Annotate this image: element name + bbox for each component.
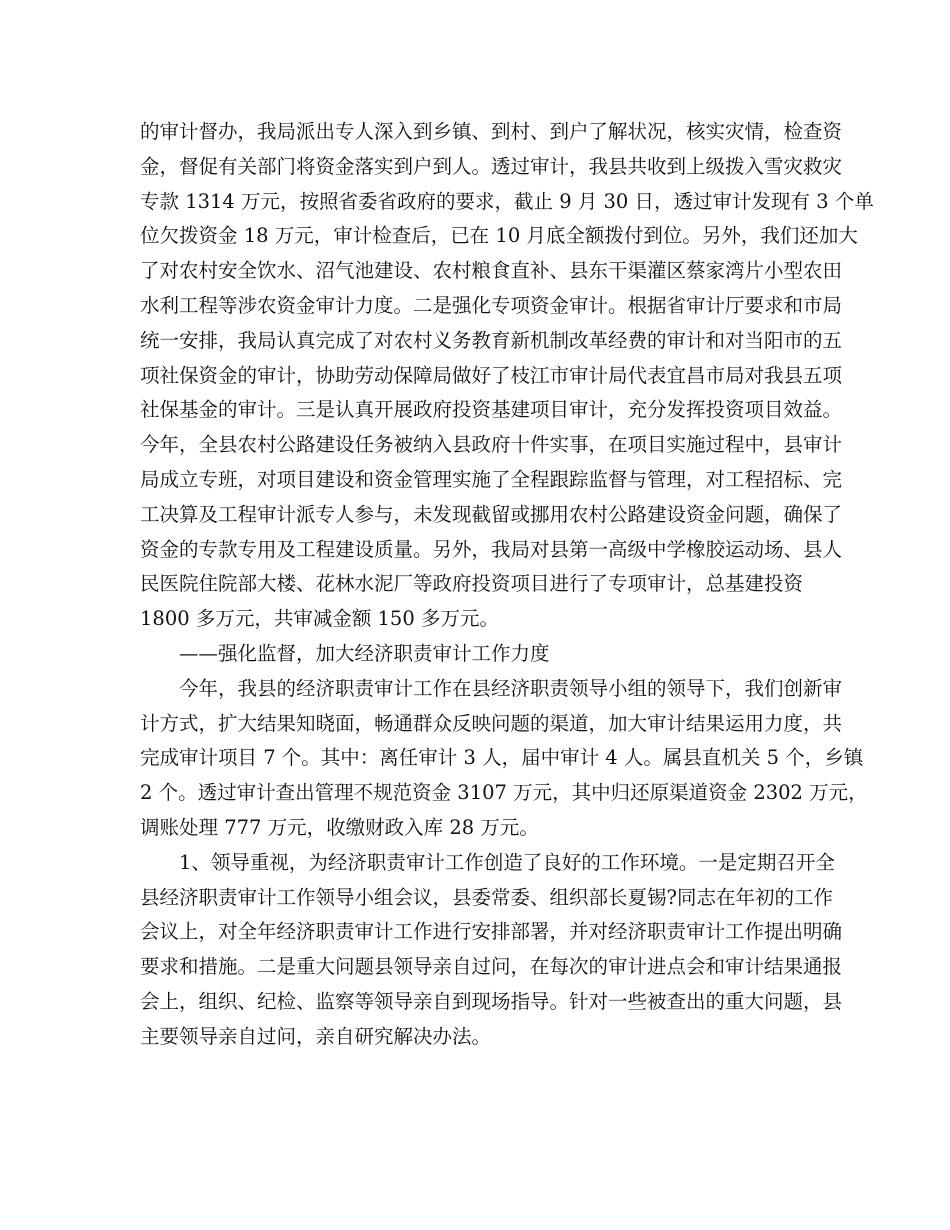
text-line: 位欠拨资金 18 万元，审计检查后，已在 10 月底全额拨付到位。另外，我们还加大: [140, 224, 858, 248]
body-text: [140, 115, 874, 1055]
text-line: 主要领导亲自过问，亲自研究解决办法。: [140, 1024, 492, 1048]
text-line: 水利工程等涉农资金审计力度。二是强化专项资金审计。根据省审计厅要求和市局: [140, 293, 843, 317]
text-line: 2 个。透过审计查出管理不规范资金 3107 万元，其中归还原渠道资金 2302 万元，: [140, 781, 868, 805]
text-line: 会议上，对全年经济职责审计工作进行安排部署，并对经济职责审计工作提出明确: [140, 920, 843, 944]
text-line: 局成立专班，对项目建设和资金管理实施了全程跟踪监督与管理，对工程招标、完: [140, 467, 843, 491]
text-line: 1800 多万元，共审减金额 150 多万元。: [140, 607, 499, 631]
text-line: 调账处理 777 万元，收缴财政入库 28 万元。: [140, 815, 539, 839]
text-line: 工决算及工程审计派专人参与，未发现截留或挪用农村公路建设资金问题，确保了: [140, 502, 843, 526]
text-line: 1、领导重视，为经济职责审计工作创造了良好的工作环境。一是定期召开全: [179, 850, 835, 874]
text-line: 项社保资金的审计，协助劳动保障局做好了枝江市审计局代表宜昌市局对我县五项: [140, 363, 843, 387]
text-line: 资金的专款专用及工程建设质量。另外，我局对县第一高级中学橡胶运动场、县人: [140, 537, 843, 561]
text-line: 要求和措施。二是重大问题县领导亲自过问，在每次的审计进点会和审计结果通报: [140, 955, 843, 979]
text-line: 统一安排，我局认真完成了对农村义务教育新机制改革经费的审计和对当阳市的五: [140, 328, 843, 352]
text-line: 完成审计项目 7 个。其中：离任审计 3 人，届中审计 4 人。属县直机关 5 个，乡镇: [140, 746, 864, 770]
text-line: 金，督促有关部门将资金落实到户到人。透过审计，我县共收到上级拨入雪灾救灾: [140, 154, 843, 178]
text-line: 会上，组织、纪检、监察等领导亲自到现场指导。针对一些被查出的重大问题，县: [140, 989, 843, 1013]
section-heading: ——强化监督，加大经济职责审计工作力度: [179, 641, 550, 665]
text-line: 了对农村安全饮水、沼气池建设、农村粮食直补、县东干渠灌区蔡家湾片小型农田: [140, 259, 843, 283]
text-line: 专款 1314 万元，按照省委省政府的要求，截止 9 月 30 日，透过审计发现有 3 个单: [140, 189, 874, 213]
text-line: 民医院住院部大楼、花林水泥厂等政府投资项目进行了专项审计，总基建投资: [140, 572, 804, 596]
text-line: 今年，我县的经济职责审计工作在县经济职责领导小组的领导下，我们创新审: [179, 676, 843, 700]
text-line: 县经济职责审计工作领导小组会议，县委常委、组织部长夏锡?同志在年初的工作: [140, 885, 833, 909]
text-line: 今年，全县农村公路建设任务被纳入县政府十件实事，在项目实施过程中，县审计: [140, 433, 843, 457]
text-line: 计方式，扩大结果知晓面，畅通群众反映问题的渠道，加大审计结果运用力度，共: [140, 711, 843, 735]
text-line: 社保基金的审计。三是认真开展政府投资基建项目审计，充分发挥投资项目效益。: [140, 398, 843, 422]
text-line: 的审计督办，我局派出专人深入到乡镇、到村、到户了解状况，核实灾情，检查资: [140, 120, 843, 143]
